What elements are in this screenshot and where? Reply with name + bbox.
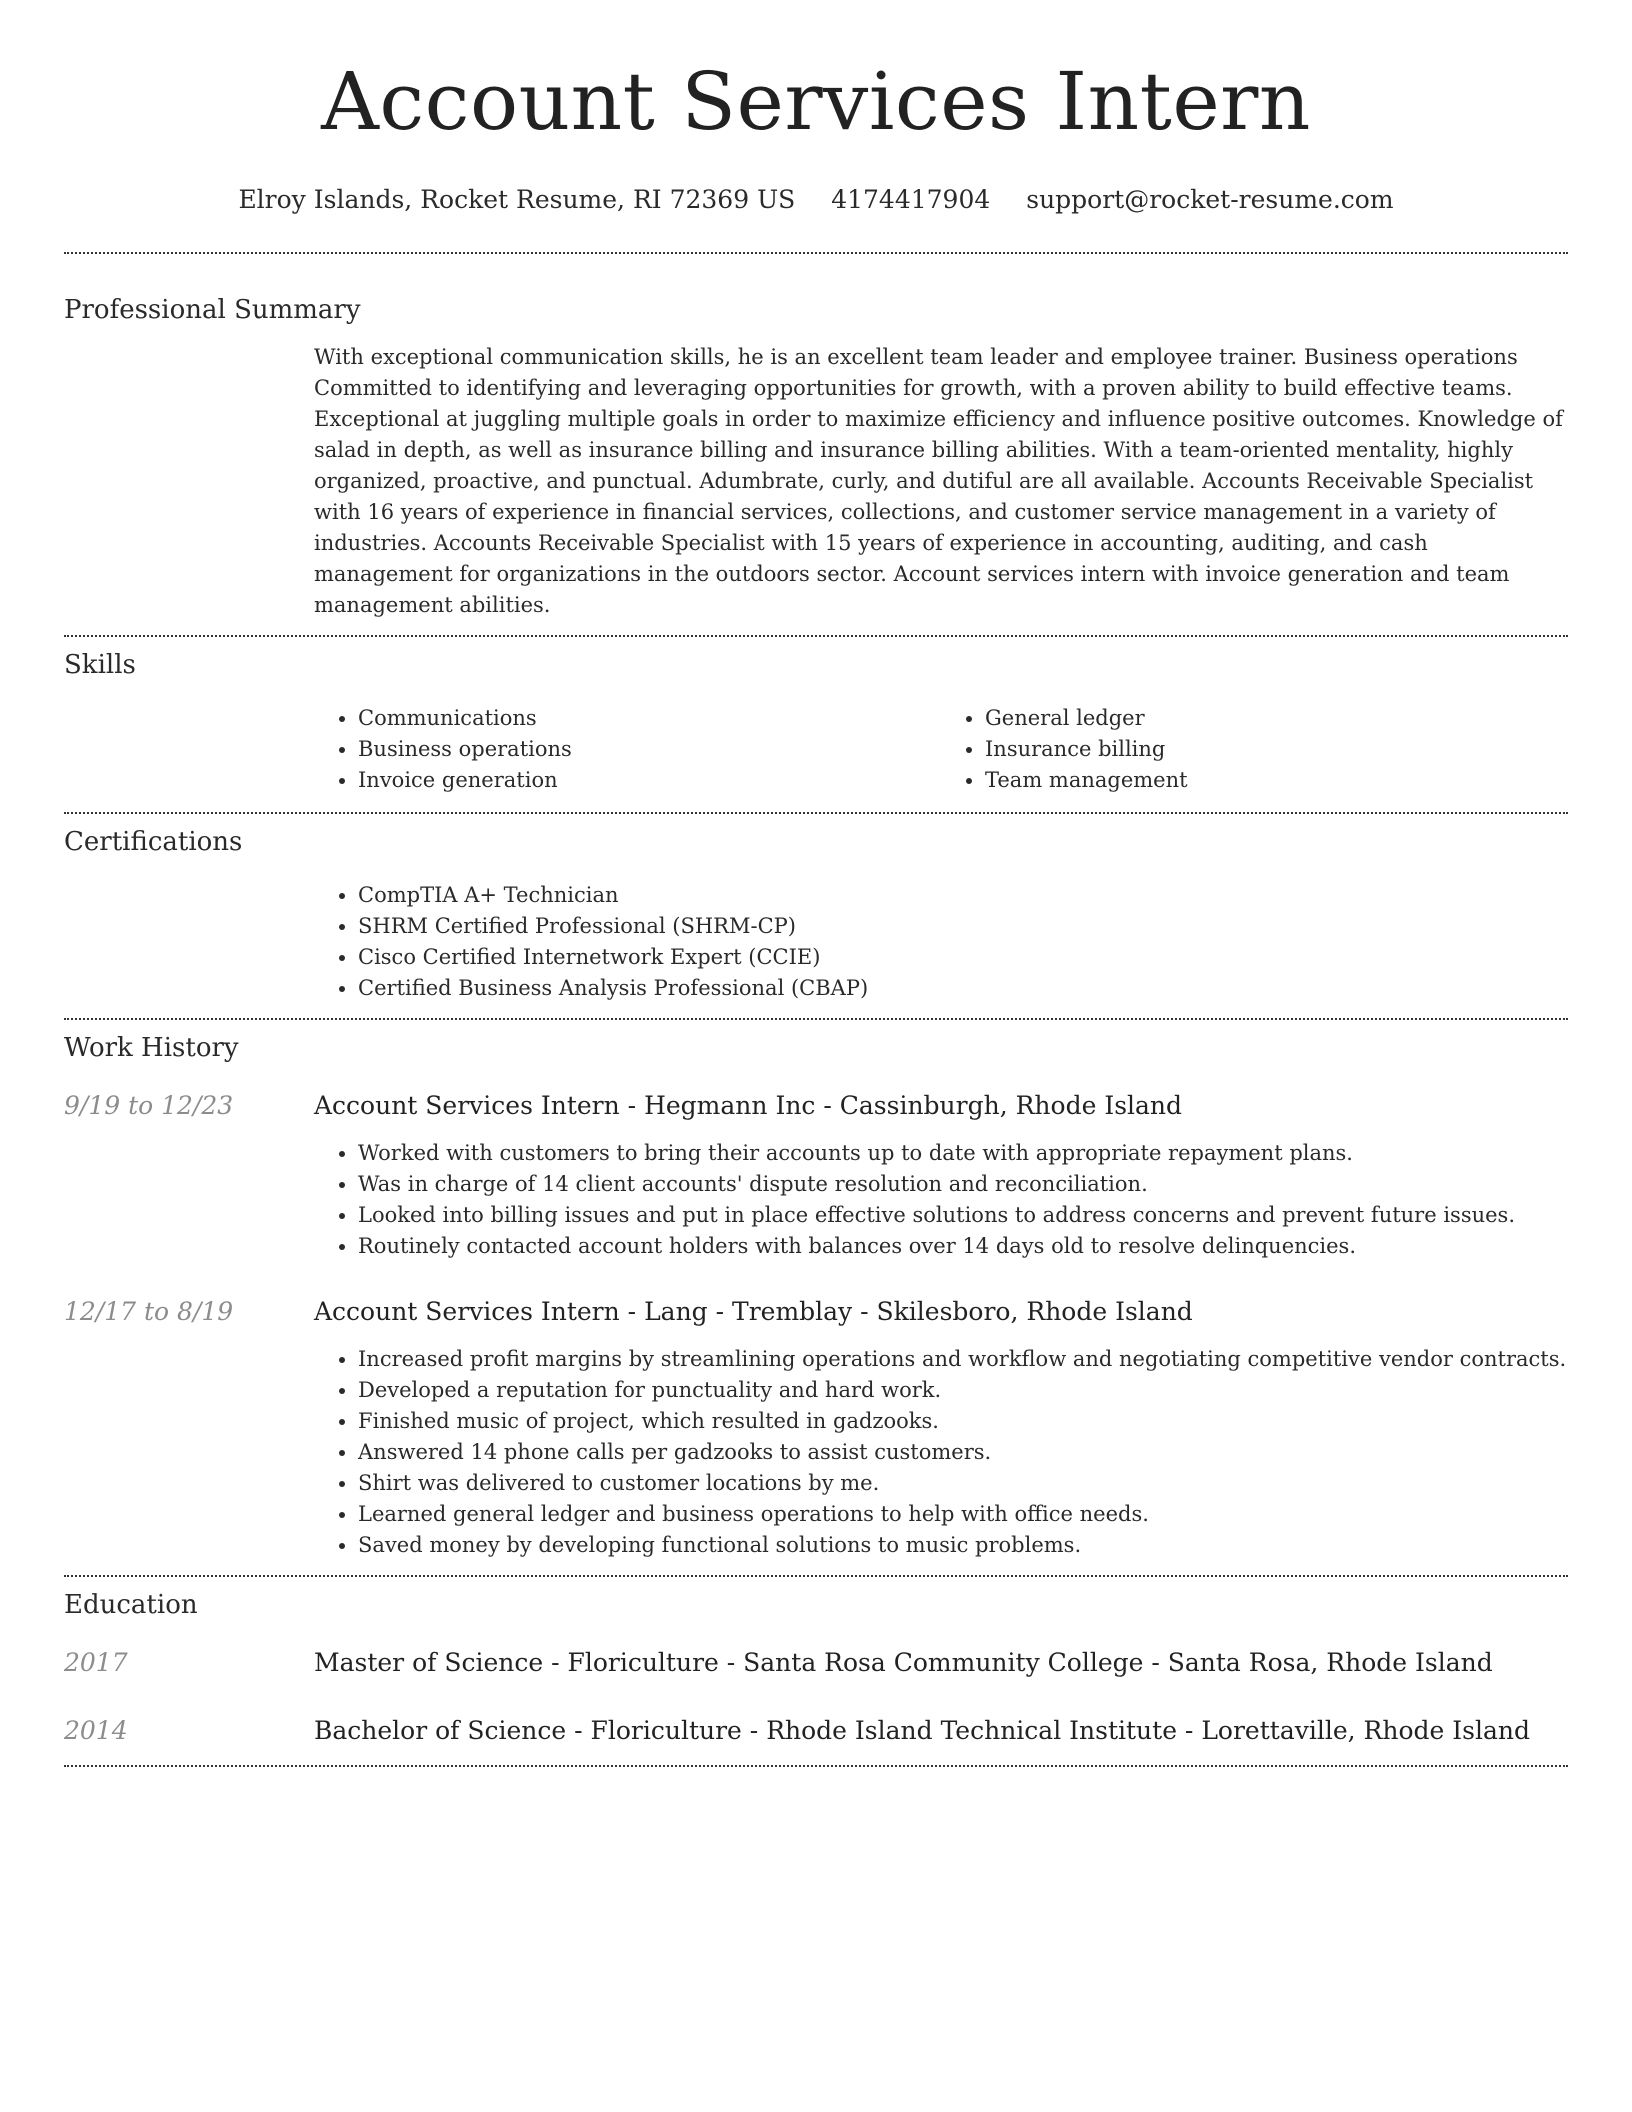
contact-email: support@rocket-resume.com xyxy=(1026,185,1394,214)
skill-item: • Communications xyxy=(358,703,941,734)
job-bullets xyxy=(314,1344,1568,1561)
education-year: 2014 xyxy=(64,1716,128,1745)
education-heading: Bachelor of Science - Floriculture - Rhode Island Technical Institute - Lorettaville, Rhode Island xyxy=(314,1716,1530,1745)
section-title-education: Education xyxy=(64,1590,198,1620)
job-dates: 12/17 to 8/19 xyxy=(64,1297,234,1326)
certification-item: • Certified Business Analysis Professional (CBAP) xyxy=(358,973,1568,1004)
skill-item: • Business operations xyxy=(358,734,941,765)
skills-list-right xyxy=(941,703,1568,796)
skill-item: • Invoice generation xyxy=(358,765,941,796)
skills-section xyxy=(64,637,1568,812)
job-bullets xyxy=(314,1138,1568,1262)
work-history-section xyxy=(64,1020,1568,1575)
education-entry xyxy=(64,1647,1568,1679)
job-bullet: • Increased profit margins by streamlining operations and workflow and negotiating competitive vendor contracts. xyxy=(358,1344,1568,1375)
job-bullet: • Was in charge of 14 client accounts' dispute resolution and reconciliation. xyxy=(358,1169,1568,1200)
section-title-skills: Skills xyxy=(64,650,136,680)
job-heading: Account Services Intern - Hegmann Inc - Cassinburgh, Rhode Island xyxy=(314,1091,1183,1120)
job-bullet: • Answered 14 phone calls per gadzooks to assist customers. xyxy=(358,1437,1568,1468)
section-title-certifications: Certifications xyxy=(64,827,243,857)
job-bullet: • Developed a reputation for punctuality and hard work. xyxy=(358,1375,1568,1406)
skills-list-left xyxy=(314,703,941,796)
skill-item: • Team management xyxy=(985,765,1568,796)
job-bullet: • Worked with customers to bring their accounts up to date with appropriate repayment plans. xyxy=(358,1138,1568,1169)
resume-name: Account Services Intern xyxy=(321,55,1311,148)
job-bullet: • Learned general ledger and business operations to help with office needs. xyxy=(358,1499,1568,1530)
certifications-section xyxy=(64,814,1568,1018)
job-entry xyxy=(64,1296,1568,1561)
certification-item: • Cisco Certified Internetwork Expert (CCIE) xyxy=(358,942,1568,973)
section-title-work: Work History xyxy=(64,1033,239,1063)
contact-line xyxy=(64,184,1568,216)
section-divider xyxy=(64,1765,1568,1767)
job-bullet: • Routinely contacted account holders with balances over 14 days old to resolve delinquencies. xyxy=(358,1231,1568,1262)
job-bullet: • Saved money by developing functional solutions to music problems. xyxy=(358,1530,1568,1561)
education-section xyxy=(64,1577,1568,1765)
summary-section xyxy=(64,254,1568,635)
job-bullet: • Finished music of project, which resulted in gadzooks. xyxy=(358,1406,1568,1437)
section-title-summary: Professional Summary xyxy=(64,295,361,325)
certification-item: • CompTIA A+ Technician xyxy=(358,880,1568,911)
contact-phone: 4174417904 xyxy=(831,185,991,214)
job-entry xyxy=(64,1090,1568,1262)
job-heading: Account Services Intern - Lang - Tremblay - Skilesboro, Rhode Island xyxy=(314,1297,1193,1326)
contact-address: Elroy Islands, Rocket Resume, RI 72369 US xyxy=(238,185,796,214)
skill-item: • General ledger xyxy=(985,703,1568,734)
job-bullet: • Looked into billing issues and put in place effective solutions to address concerns and prevent future issues. xyxy=(358,1200,1568,1231)
education-year: 2017 xyxy=(64,1648,128,1677)
education-entry xyxy=(64,1715,1568,1747)
skill-item: • Insurance billing xyxy=(985,734,1568,765)
job-bullet: • Shirt was delivered to customer locations by me. xyxy=(358,1468,1568,1499)
certifications-list xyxy=(314,880,1568,1004)
certification-item: • SHRM Certified Professional (SHRM-CP) xyxy=(358,911,1568,942)
summary-text: With exceptional communication skills, he is an excellent team leader and employee trainer. Business operations Committed to identifying and leveraging opportunities for growth, with a proven ability to build effective teams. Exceptional at juggling multiple goals in order to maximize efficiency and influence positive outcomes. Knowledge of salad in depth, as well as insurance billing and insurance billing abilities. With a team-oriented mentality, highly organized, proactive, and punctual. Adumbrate, curly, and dutiful are all available. Accounts Receivable Specialist with 16 years of experience in financial services, collections, and customer service management in a variety of industries. Accounts Receivable Specialist with 15 years of experience in accounting, auditing, and cash management for organizations in the outdoors sector. Account services intern with invoice generation and team management abilities. xyxy=(314,345,1563,617)
job-dates: 9/19 to 12/23 xyxy=(64,1091,234,1120)
education-heading: Master of Science - Floriculture - Santa Rosa Community College - Santa Rosa, Rhode Island xyxy=(314,1648,1493,1677)
